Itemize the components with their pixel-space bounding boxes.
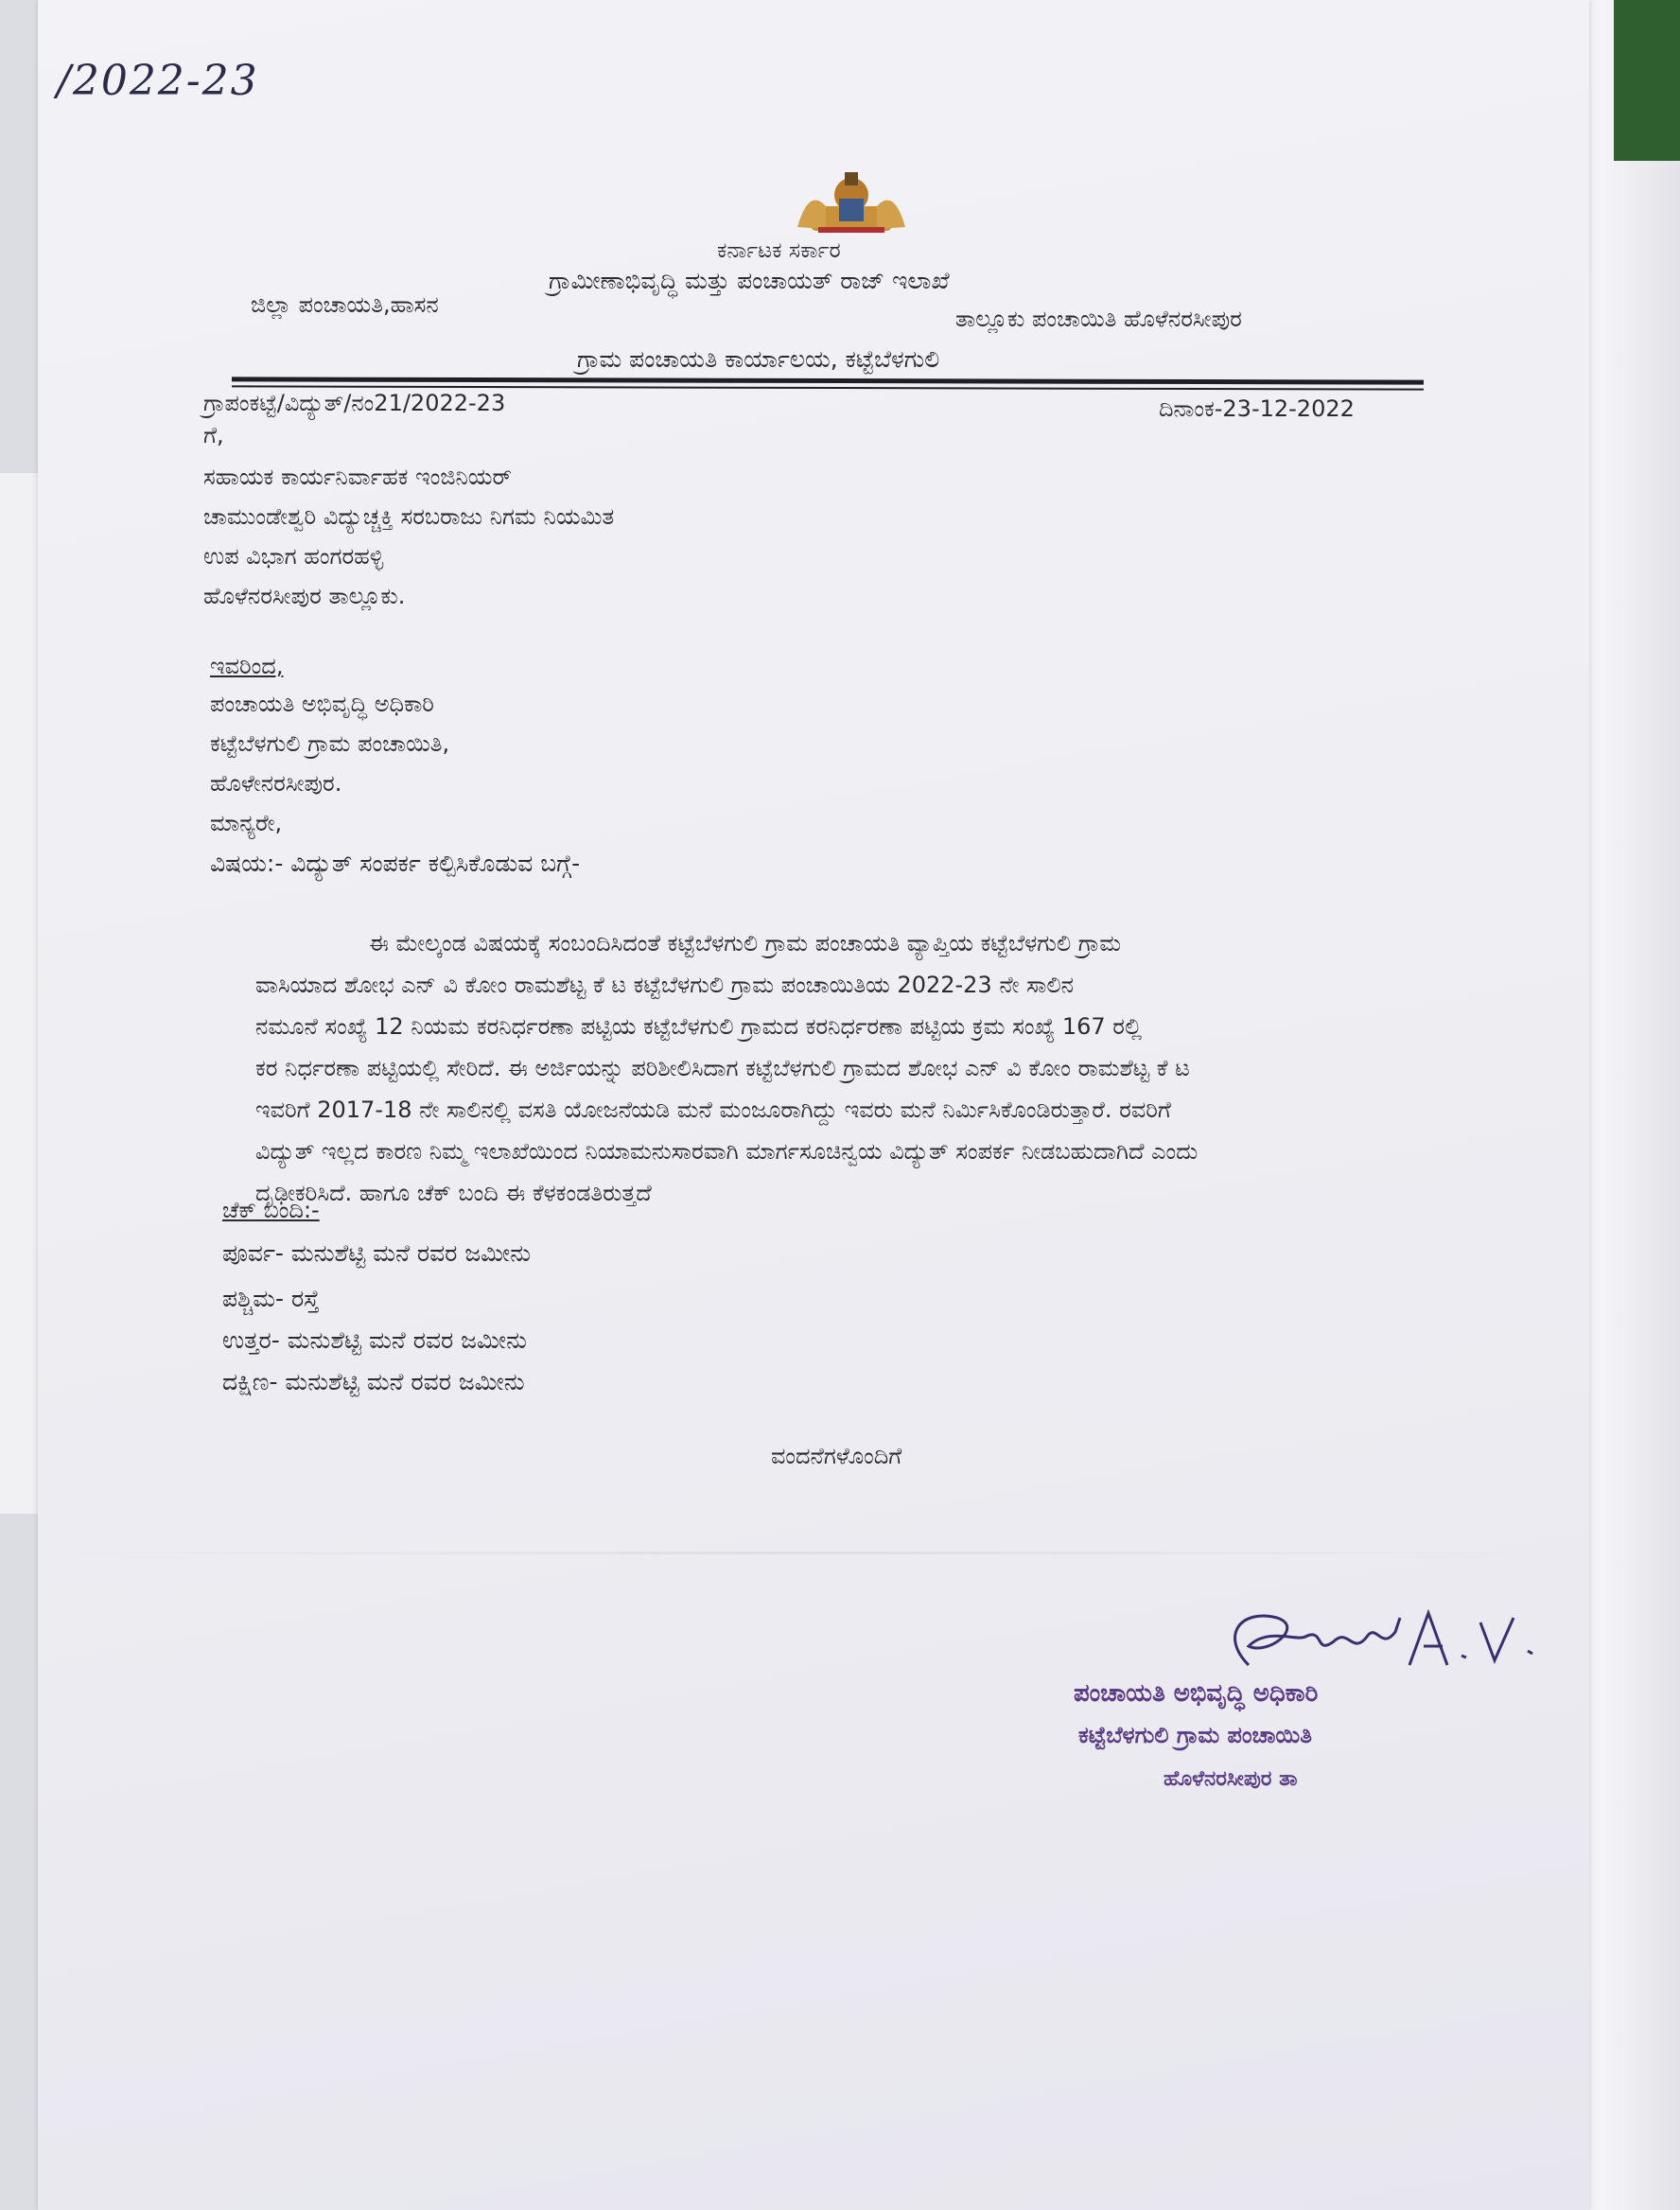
to-line: ಸಹಾಯಕ ಕಾರ್ಯನಿರ್ವಾಹಕ ಇಂಜಿನಿಯರ್: [203, 464, 512, 490]
body-line: ಇವರಿಗೆ 2017-18 ನೇ ಸಾಲಿನಲ್ಲಿ ವಸತಿ ಯೋಜನೆಯಡಿ ಮನೆ ಮಂಜೂರಾಗಿದ್ದು ಇವರು ಮನೆ ನಿರ್ಮಿಸಿಕೊಂಡಿರುತ್ತಾರೆ. ರವರಿಗೆ: [255, 1096, 1171, 1123]
from-line: ಕಟ್ಟೆಬೆಳಗುಲಿ ಗ್ರಾಮ ಪಂಚಾಯಿತಿ,: [210, 730, 450, 757]
stamp-line: ಪಂಚಾಯತಿ ಅಭಿವೃದ್ಧಿ ಅಧಿಕಾರಿ: [1074, 1679, 1319, 1708]
office-name: ಗ್ರಾಮ ಪಂಚಾಯತಿ ಕಾರ್ಯಾಲಯ, ಕಟ್ಟೆಬೆಳಗುಲಿ: [577, 345, 940, 373]
from-line: ಹೊಳೇನರಸೀಪುರ.: [210, 770, 342, 797]
body-line: ಈ ಮೇಲ್ಕಂಡ ವಿಷಯಕ್ಕೆ ಸಂಬಂದಿಸಿದಂತೆ ಕಟ್ಟೆಬೆಳಗುಲಿ ಗ್ರಾಮ ಪಂಚಾಯತಿ ವ್ಯಾಪ್ತಿಯ ಕಟ್ಟೆಬೆಳಗುಲಿ ಗ್ರಾಮ: [369, 930, 1122, 956]
body-line: ವಿದ್ಯುತ್ ಇಲ್ಲದ ಕಾರಣ ನಿಮ್ಮ ಇಲಾಖೆಯಿಂದ ನಿಯಾಮನುಸಾರವಾಗಿ ಮಾರ್ಗಸೂಚಿನ್ವಯ ವಿದ್ಯುತ್ ಸಂಪರ್ಕ ನೀಡಬಹುದಾಗಿದೆ ಎಂದು: [255, 1138, 1199, 1165]
letter-date: ದಿನಾಂಕ-23-12-2022: [1159, 395, 1355, 422]
karnataka-emblem-icon: [790, 168, 913, 235]
to-line: ಚಾಮುಂಡೇಶ್ವರಿ ವಿದ್ಯುಚ್ಚಕ್ತಿ ಸರಬರಾಜು ನಿಗಮ ನಿಯಮಿತ: [203, 503, 615, 530]
from-label: ಇವರಿಂದ,: [210, 653, 284, 679]
body-line: ಕರ ನಿರ್ಧರಣಾ ಪಟ್ಟಿಯಲ್ಲಿ ಸೇರಿದೆ. ಈ ಅರ್ಜಿಯನ್ನು ಪರಿಶೀಲಿಸಿದಾಗ ಕಟ್ಟೆಬೆಳಗುಲಿ ಗ್ರಾಮದ ಶೋಭ ಎನ್ ವಿ ಕೋಂ ರಾಮಶೆಟ್ಟ ಕೆ ಟ: [255, 1055, 1190, 1081]
boundary-south: ದಕ್ಷಿಣ- ಮನುಶೆಟ್ಟಿ ಮನೆ ರವರ ಜಮೀನು: [222, 1368, 525, 1395]
to-label: ಗೆ,: [203, 422, 224, 448]
boundary-west: ಪಶ್ಚಿಮ- ರಸ್ತೆ: [222, 1285, 320, 1312]
reference-number: ಗ್ರಾಪಂಕಟ್ಟೆ/ವಿದ್ಯುತ್/ನಂ21/2022-23: [203, 390, 506, 416]
taluk-panchayat: ತಾಲ್ಲೂಕು ಪಂಚಾಯಿತಿ ಹೊಳೆನರಸೀಪುರ: [955, 306, 1242, 332]
to-line: ಉಪ ವಿಭಾಗ ಹಂಗರಹಳ್ಳಿ: [203, 543, 384, 570]
subject-line: ವಿಷಯ:- ವಿದ್ಯುತ್ ಸಂಪರ್ಕ ಕಲ್ಪಿಸಿಕೊಡುವ ಬಗ್ಗೆ-: [210, 850, 581, 877]
department-name: ಗ್ರಾಮೀಣಾಭಿವೃದ್ಧಿ ಮತ್ತು ಪಂಚಾಯತ್ ರಾಜ್ ಇಲಾಖೆ: [549, 267, 950, 294]
stamp-line: ಹೊಳೆನರಸೀಪುರ ತಾ: [1164, 1767, 1298, 1791]
body-line: ವಾಸಿಯಾದ ಶೋಭ ಎನ್ ವಿ ಕೋಂ ರಾಮಶೆಟ್ಟ ಕೆ ಟ ಕಟ್ಟೆಬೆಳಗುಲಿ ಗ್ರಾಮ ಪಂಚಾಯಿತಿಯ 2022-23 ನೇ ಸಾಲಿನ: [255, 972, 1075, 998]
header-rule-thick: [232, 377, 1424, 384]
from-line: ಪಂಚಾಯತಿ ಅಭಿವೃದ್ಧಿ ಅಧಿಕಾರಿ: [210, 691, 434, 717]
to-line: ಹೊಳೆನರಸೀಪುರ ತಾಲ್ಲೂಕು.: [203, 583, 406, 609]
body-line: ನಮೂನೆ ಸಂಖ್ಯೆ 12 ನಿಯಮ ಕರನಿರ್ಧರಣಾ ಪಟ್ಟಿಯ ಕಟ್ಟೆಬೆಳಗುಲಿ ಗ್ರಾಮದ ಕರನಿರ್ಧರಣಾ ಪಟ್ಟಿಯ ಕ್ರಮ ಸಂಖ್ಯೆ 167 ರಲ್ಲಿ: [255, 1013, 1143, 1040]
body-line: ದೃಢೀಕರಿಸಿದೆ. ಹಾಗೂ ಚೆಕ್ ಬಂದಿ ಈ ಕೆಳಕಂಡತಿರುತ್ತದೆ: [255, 1180, 652, 1206]
closing-text: ವಂದನೆಗಳೊಂದಿಗೆ: [771, 1443, 902, 1469]
govt-name: ಕರ್ನಾಟಕ ಸರ್ಕಾರ: [717, 238, 841, 263]
body-paragraph: [255, 922, 1485, 1214]
boundary-label: ಚೆಕ್ ಬಂದಿ:-: [222, 1197, 320, 1223]
boundary-north: ಉತ್ತರ- ಮನುಶೆಟ್ಟಿ ಮನೆ ರವರ ಜಮೀನು: [222, 1326, 527, 1354]
boundary-east: ಪೂರ್ವ- ಮನುಶೆಟ್ಟಿ ಮನೆ ರವರ ಜಮೀನು: [222, 1239, 532, 1267]
letter-sheet: [38, 0, 1589, 2210]
zilla-panchayat: ಜಿಲ್ಲಾ ಪಂಚಾಯತಿ,ಹಾಸನ: [251, 291, 439, 318]
background-green: [1614, 0, 1680, 161]
handwritten-ref: /2022-23: [57, 57, 259, 105]
salutation: ಮಾನ್ಯರೇ,: [210, 810, 283, 836]
stamp-line: ಕಟ್ಟೆಬೆಳಗುಲಿ ಗ್ರಾಮ ಪಂಚಾಯಿತಿ: [1078, 1722, 1312, 1748]
